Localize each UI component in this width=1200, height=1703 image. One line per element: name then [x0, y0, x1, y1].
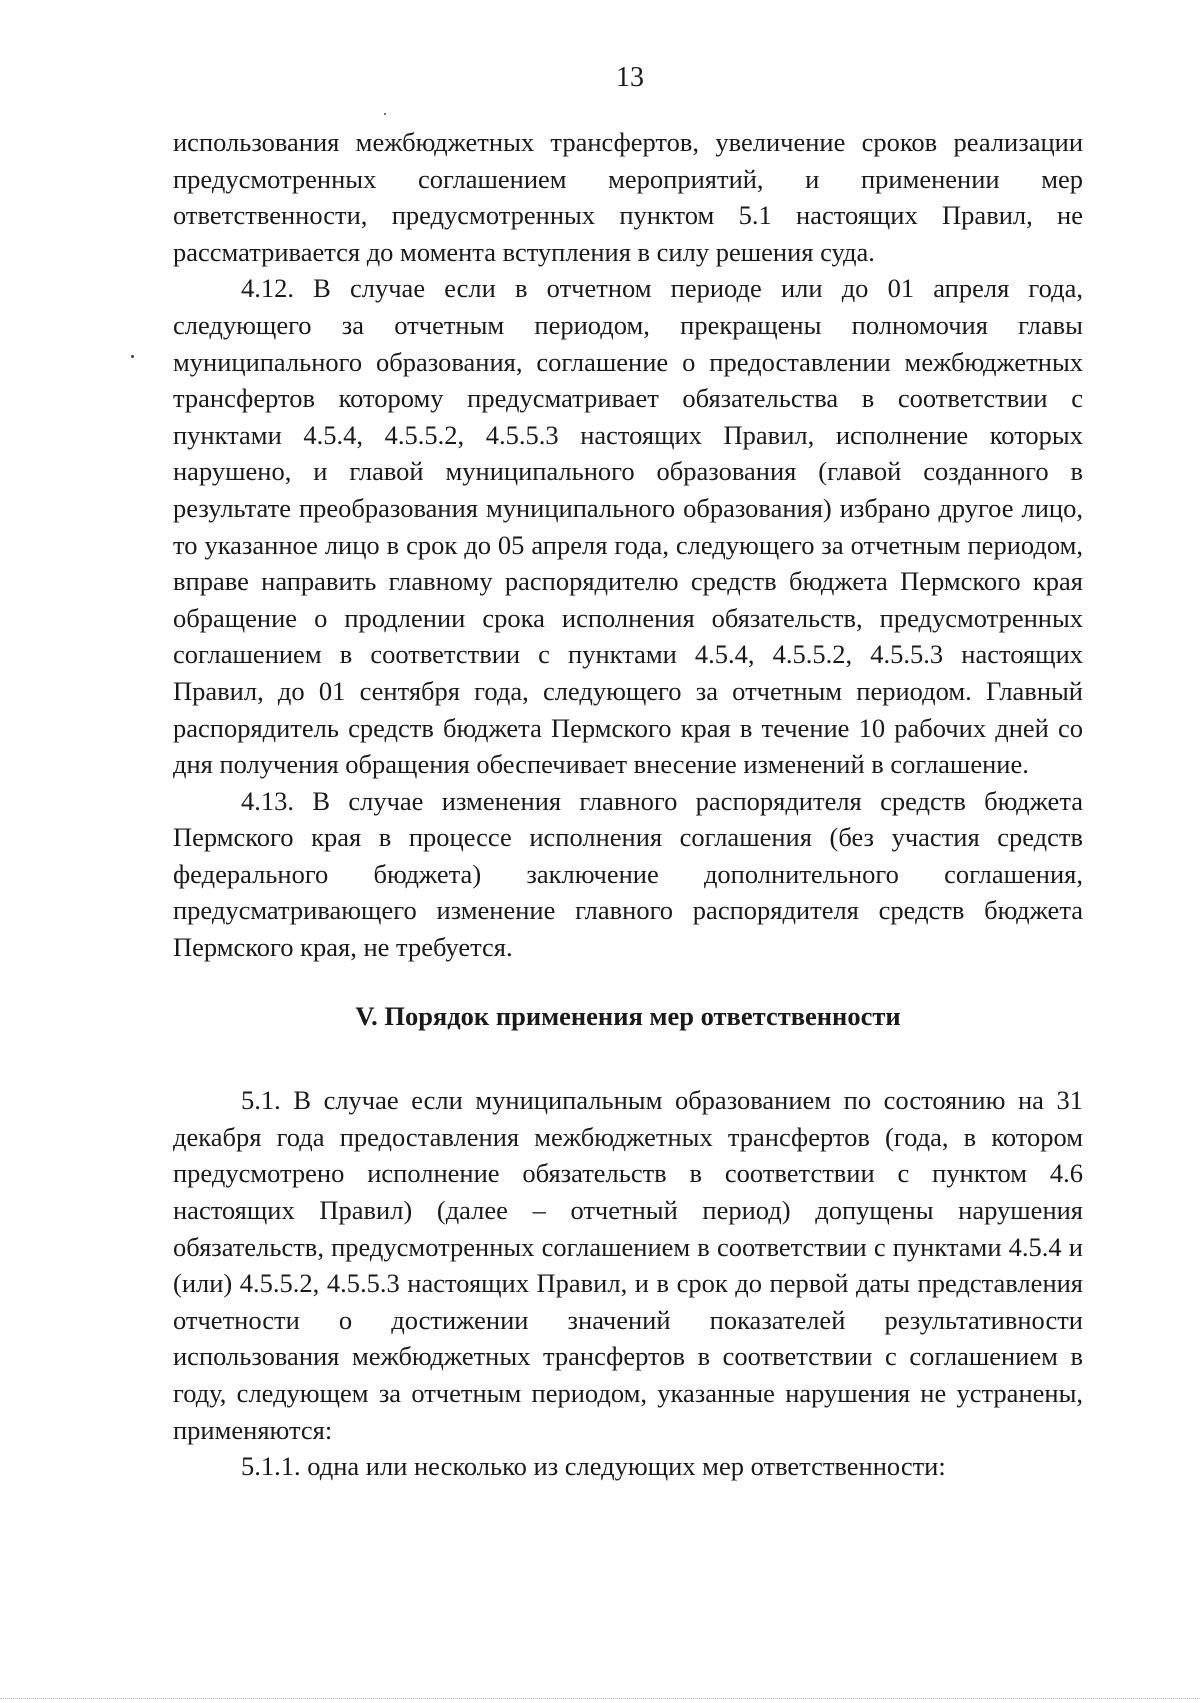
scan-speck	[384, 113, 386, 115]
page-number: 13	[616, 62, 644, 93]
paragraph-5-1: 5.1. В случае если муниципальным образованием по состоянию на 31 декабря года предоставления межбюджетных трансфертов (года, в котором предусмотрено исполнение обязательств в соответствии с пунктом 4.6 настоящих Правил) (далее – отчетный период) допущены нарушения обязательств, предусмотренных соглашением в соответствии с пунктами 4.5.4 и (или) 4.5.5.2, 4.5.5.3 настоящих Правил, и в срок до первой даты представления отчетности о достижении значений показателей результативности использования межбюджетных трансфертов в соответствии с соглашением в году, следующем за отчетным периодом, указанные нарушения не устранены, применяются:	[173, 1085, 1083, 1445]
paragraph-4-12: 4.12. В случае если в отчетном периоде или до 01 апреля года, следующего за отчетным периодом, прекращены полномочия главы муниципального образования, соглашение о предоставлении межбюджетных трансфертов которому предусматривает обязательства в соответствии с пунктами 4.5.4, 4.5.5.2, 4.5.5.3 настоящих Правил, исполнение которых нарушено, и главой муниципального образования (главой созданного в результате преобразования муниципального образования) избрано другое лицо, то указанное лицо в срок до 05 апреля года, следующего за отчетным периодом, вправе направить главному распорядителю средств бюджета Пермского края обращение о продлении срока исполнения обязательств, предусмотренных соглашением в соответствии с пунктами 4.5.4, 4.5.5.2, 4.5.5.3 настоящих Правил, до 01 сентября года, следующего за отчетным периодом. Главный распорядитель средств бюджета Пермского края в течение 10 рабочих дней со дня получения обращения обеспечивает внесение изменений в соглашение.	[173, 273, 1083, 780]
scan-speck	[131, 355, 134, 358]
paragraph-continuation: использования межбюджетных трансфертов, увеличение сроков реализации предусмотренных соглашением мероприятий, и применении мер ответственности, предусмотренных пунктом 5.1 настоящих Правил, не рассматривается до момента вступления в силу решения суда.	[173, 127, 1083, 267]
document-body	[173, 124, 1083, 1485]
section-heading: V. Порядок применения мер ответственности	[355, 1000, 901, 1031]
paragraph-4-13: 4.13. В случае изменения главного распорядителя средств бюджета Пермского края в процессе исполнения соглашения (без участия средств федерального бюджета) заключение дополнительного соглашения, предусматривающего изменение главного распорядителя средств бюджета Пермского края, не требуется.	[173, 785, 1083, 963]
scan-edge	[0, 1698, 1200, 1699]
paragraph-5-1-1: 5.1.1. одна или несколько из следующих мер ответственности:	[241, 1451, 946, 1482]
